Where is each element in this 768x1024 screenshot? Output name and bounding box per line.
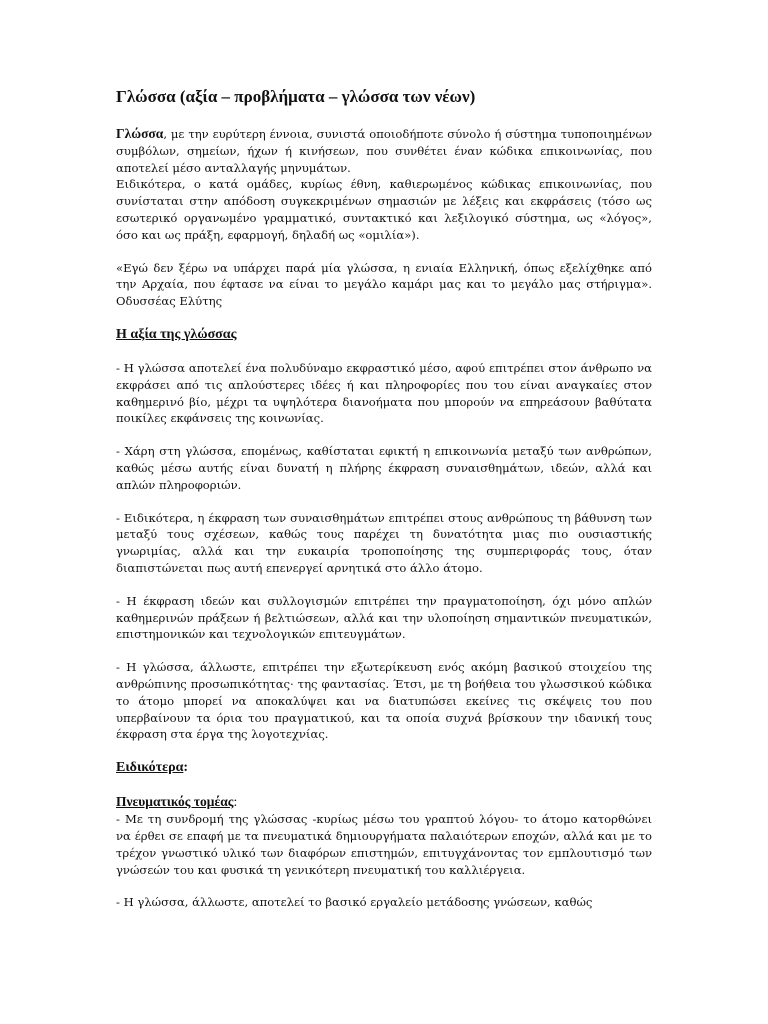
- intro-text: , με την ευρύτερη έννοια, συνιστά οποιοδήποτε σύνολο ή σύστημα τυποποιημένων συμβόλων, σημείων, ήχων ή κινήσεων, που συνθέτει έναν κώδικα επικοινωνίας, που αποτελεί μέσο ανταλλαγής μηνυμάτων.: [116, 127, 652, 175]
- section-heading-colon: :: [183, 760, 189, 776]
- intro-paragraph-2: Ειδικότερα, ο κατά ομάδες, κυρίως έθνη, καθιερωμένος κώδικας επικοινωνίας, που συνίσταται στην απόδοση συγκεκριμένων σημασιών με λέξεις και εκφράσεις (τόσο ως εσωτερικό οργανωμένο γραμματικό, συντακτικό και λεξιλογικό σύστημα, ως «λόγος», όσο και ως πράξη, εφαρμογή, δηλαδή ως «ομιλία»).: [116, 177, 652, 242]
- intellectual-paragraph: - Με τη συνδρομή της γλώσσας -κυρίως μέσω του γραπτού λόγου- το άτομο κατορθώνει να έρθει σε επαφή με τα πνευματικά δημιουργήματα παλαιότερων εποχών, αλλά και με το τρέχον γνωστικό υλικό των διαφόρων επιστημών, επιτυγχάνοντας τον εμπλουτισμό των γνώσεών του και φυσικά τη γενικότερη πνευματική του καλλιέργεια.: [116, 812, 652, 877]
- value-paragraph: - Χάρη στη γλώσσα, επομένως, καθίσταται εφικτή η επικοινωνία μεταξύ των ανθρώπων, καθώς μέσω αυτής είναι δυνατή η πλήρης έκφραση συναισθημάτων, ιδεών, αλλά και απλών πληροφοριών.: [116, 444, 652, 492]
- elytis-quote: «Εγώ δεν ξέρω να υπάρχει παρά μία γλώσσα, η ενιαία Ελληνική, όπως εξελίχθηκε από την Αρχαία, που έφτασε να είναι το μεγάλο καμάρι μας και το μεγάλο μας στήριγμα». Οδυσσέας Ελύτης: [116, 260, 652, 309]
- value-paragraph: - Η γλώσσα, άλλωστε, επιτρέπει την εξωτερίκευση ενός ακόμη βασικού στοιχείου της ανθρώπινης προσωπικότητας· της φαντασίας. Έτσι, με τη βοήθεια του γλωσσικού κώδικα το άτομο μπορεί να αποκαλύψει και να διατυπώσει εκείνες τις σκέψεις του που υπερβαίνουν τα όρια του πραγματικού, και τα οποία συχνά βρίσκουν την ιδανική τους έκφραση στα έργα της λογοτεχνίας.: [116, 660, 652, 742]
- subheading-intellectual-sector: [116, 793, 652, 811]
- subheading-colon: :: [233, 794, 238, 810]
- section-heading-value-of-language: Η αξία της γλώσσας: [116, 326, 237, 342]
- value-paragraph: - Ειδικότερα, η έκφραση των συναισθημάτων επιτρέπει στους ανθρώπους τη βάθυνση των μεταξύ τους σχέσεων, καθώς τους παρέχει τη δυνατότητα μιας πιο ουσιαστικής γνωριμίας, αλλά και την ευκαιρία τροποποίησης της συμπεριφοράς τους, όταν διαπιστώνεται πως αυτή επενεργεί αρνητικά στο άλλο άτομο.: [116, 510, 652, 575]
- document-title: Γλώσσα (αξία – προβλήματα – γλώσσα των νέων): [116, 87, 476, 106]
- section-heading-specifically: [116, 759, 652, 777]
- intro-lead-word: Γλώσσα: [116, 126, 164, 141]
- intellectual-paragraph: - Η γλώσσα, άλλωστε, αποτελεί το βασικό εργαλείο μετάδοσης γνώσεων, καθώς: [116, 895, 593, 910]
- document-page: [116, 86, 652, 911]
- section-heading-specifically-text: Ειδικότερα: [116, 760, 184, 776]
- value-paragraph: - Η γλώσσα αποτελεί ένα πολυδύναμο εκφραστικό μέσο, αφού επιτρέπει στον άνθρωπο να εκφράσει από τις απλούστερες ιδέες ή και πληροφορίες που του είναι αναγκαίες στον καθημερινό βίο, μέχρι τα υψηλότερα διανοήματα που μπορούν να επηρεάσουν βαθύτατα ποικίλες εκφάνσεις της κοινωνίας.: [116, 360, 652, 426]
- subheading-intellectual-text: Πνευματικός τομέας: [116, 794, 234, 810]
- intro-paragraph: [116, 126, 652, 176]
- value-paragraph: - Η έκφραση ιδεών και συλλογισμών επιτρέπει την πραγματοποίηση, όχι μόνο απλών καθημερινών πράξεων ή βελτιώσεων, αλλά και την υλοποίηση σημαντικών πνευματικών, επιστημονικών και τεχνολογικών επιτευγμάτων.: [116, 593, 652, 642]
